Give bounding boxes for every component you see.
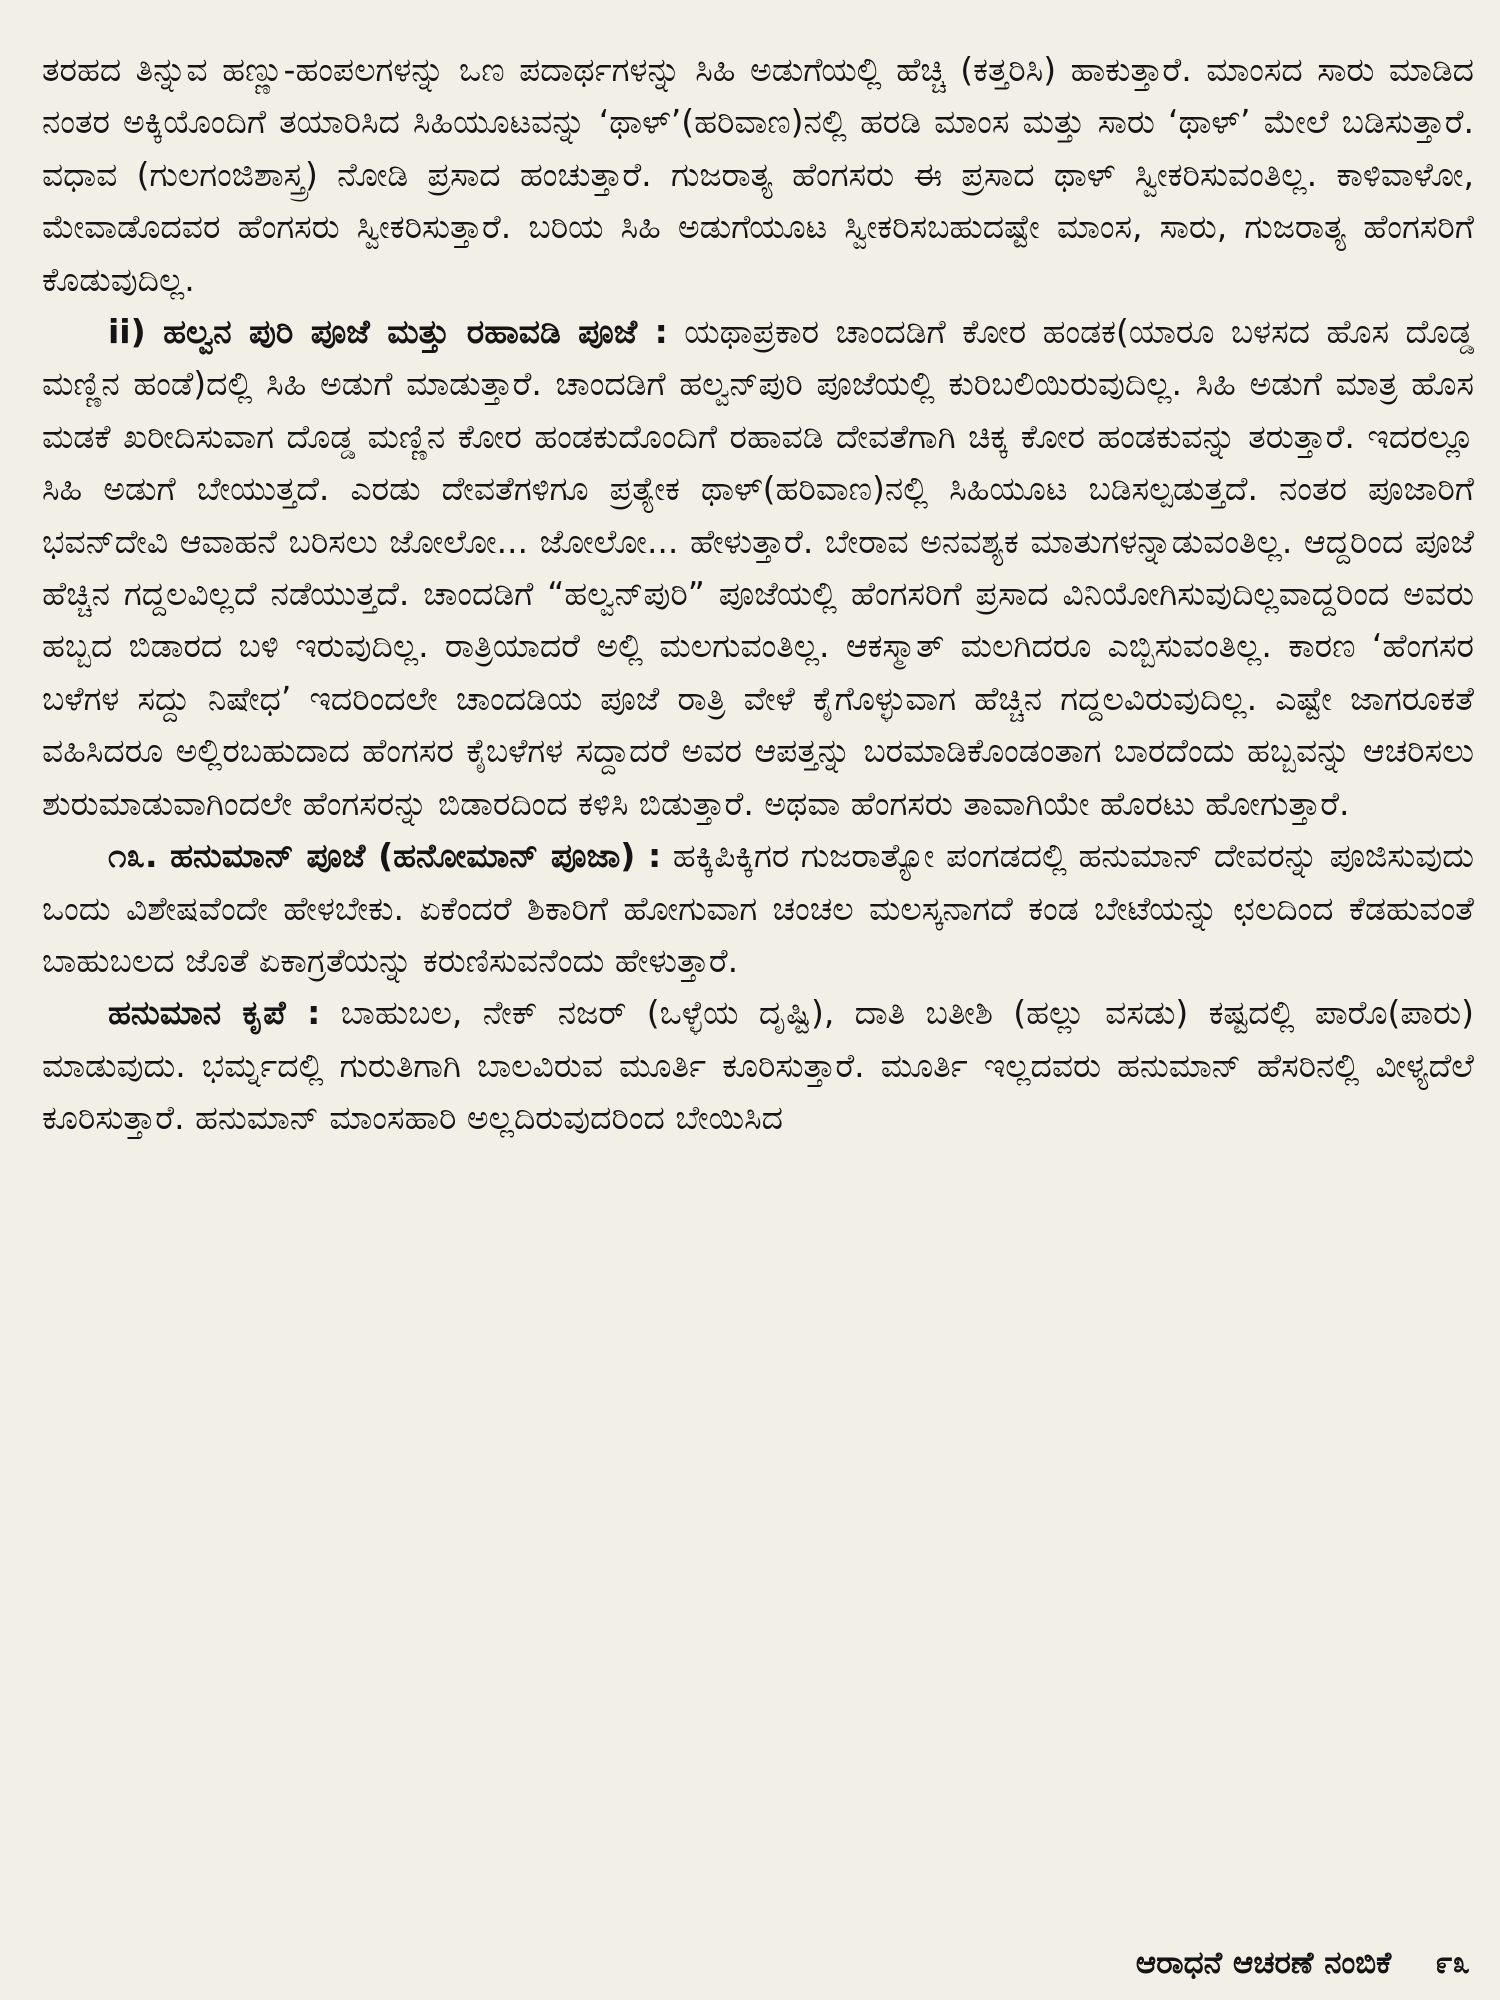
running-title: ಆರಾಧನೆ ಆಚರಣೆ ನಂಬಿಕೆ [1135, 1945, 1392, 1981]
page-footer [1136, 1945, 1470, 1982]
section-heading-hanuman-puje: ೧೩. ಹನುಮಾನ್ ಪೂಜೆ (ಹನೋಮಾನ್ ಪೂಜಾ) : [108, 836, 662, 876]
paragraph-3-text: ಹಕ್ಕಿಪಿಕ್ಕಿಗರ ಗುಜರಾತ್ಯೋ ಪಂಗಡದಲ್ಲಿ ಹನುಮಾನ್ ದೇವರನ್ನು ಪೂಜಿಸುವುದು ಒಂದು ವಿಶೇಷವೆಂದೇ ಹೇಳಬೇಕು. ಏಕೆಂದರೆ ಶಿಕಾರಿಗೆ ಹೋಗುವಾಗ ಚಂಚಲ ಮಲಸ್ಕನಾಗದೆ ಕಂಡ ಬೇಟೆಯನ್ನು ಛಲದಿಂದ ಕೆಡಹುವಂತೆ ಬಾಹುಬಲದ ಜೊತೆ ಏಕಾಗ್ರತೆಯನ್ನು ಕರುಣಿಸುವನೆಂದು ಹೇಳುತ್ತಾರೆ. [42, 836, 1475, 980]
section-heading-halvana-puri: ii) ಹಲ್ವನ ಪುರಿ ಪೂಜೆ ಮತ್ತು ರಹಾವಡಿ ಪೂಜೆ : [108, 312, 668, 352]
paragraph-2-text: ಯಥಾಪ್ರಕಾರ ಚಾಂದಡಿಗೆ ಕೋರ ಹಂಡಕ(ಯಾರೂ ಬಳಸದ ಹೊಸ ದೊಡ್ಡ ಮಣ್ಣಿನ ಹಂಡೆ)ದಲ್ಲಿ ಸಿಹಿ ಅಡುಗೆ ಮಾಡುತ್ತಾರೆ. ಚಾಂದಡಿಗೆ ಹಲ್ವನ್‌ಪುರಿ ಪೂಜೆಯಲ್ಲಿ ಕುರಿಬಲಿಯಿರುವುದಿಲ್ಲ. ಸಿಹಿ ಅಡುಗೆ ಮಾತ್ರ ಹೊಸ ಮಡಕೆ ಖರೀದಿಸುವಾಗ ದೊಡ್ಡ ಮಣ್ಣಿನ ಕೋರ ಹಂಡಕುದೊಂದಿಗೆ ರಹಾವಡಿ ದೇವತೆಗಾಗಿ ಚಿಕ್ಕ ಕೋರ ಹಂಡಕುವನ್ನು ತರುತ್ತಾರೆ. ಇದರಲ್ಲೂ ಸಿಹಿ ಅಡುಗೆ ಬೇಯುತ್ತದೆ. ಎರಡು ದೇವತೆಗಳಿಗೂ ಪ್ರತ್ಯೇಕ ಥಾಳ್(ಹರಿವಾಣ)ನಲ್ಲಿ ಸಿಹಿಯೂಟ ಬಡಿಸಲ್ಪಡುತ್ತದೆ. ನಂತರ ಪೂಜಾರಿಗೆ ಭವನ್‌ದೇವಿ ಆವಾಹನೆ ಬರಿಸಲು ಜೋಲೋ... ಜೋಲೋ... ಹೇಳುತ್ತಾರೆ. ಬೇರಾವ ಅನವಶ್ಯಕ ಮಾತುಗಳನ್ನಾಡುವಂತಿಲ್ಲ. ಆದ್ದರಿಂದ ಪೂಜೆ ಹೆಚ್ಚಿನ ಗದ್ದಲವಿಲ್ಲದೆ ನಡೆಯುತ್ತದೆ. ಚಾಂದಡಿಗೆ “ಹಲ್ವನ್‌ಪುರಿ” ಪೂಜೆಯಲ್ಲಿ ಹೆಂಗಸರಿಗೆ ಪ್ರಸಾದ ವಿನಿಯೋಗಿಸುವುದಿಲ್ಲವಾದ್ದರಿಂದ ಅವರು ಹಬ್ಬದ ಬಿಡಾರದ ಬಳಿ ಇರುವುದಿಲ್ಲ. ರಾತ್ರಿಯಾದರೆ ಅಲ್ಲಿ ಮಲಗುವಂತಿಲ್ಲ. ಆಕಸ್ಮಾತ್ ಮಲಗಿದರೂ ಎಬ್ಬಿಸುವಂತಿಲ್ಲ. ಕಾರಣ ‘ಹೆಂಗಸರ ಬಳೆಗಳ ಸದ್ದು ನಿಷೇಧ’ ಇದರಿಂದಲೇ ಚಾಂದಡಿಯ ಪೂಜೆ ರಾತ್ರಿ ವೇಳೆ ಕೈಗೊಳ್ಳುವಾಗ ಹೆಚ್ಚಿನ ಗದ್ದಲವಿರುವುದಿಲ್ಲ. ಎಷ್ಟೇ ಜಾಗರೂಕತೆ ವಹಿಸಿದರೂ ಅಲ್ಲಿರಬಹುದಾದ ಹೆಂಗಸರ ಕೈಬಳೆಗಳ ಸದ್ದಾದರೆ ಅವರ ಆಪತ್ತನ್ನು ಬರಮಾಡಿಕೊಂಡಂತಾಗ ಬಾರದೆಂದು ಹಬ್ಬವನ್ನು ಆಚರಿಸಲು ಶುರುಮಾಡುವಾಗಿಂದಲೇ ಹೆಂಗಸರನ್ನು ಬಿಡಾರದಿಂದ ಕಳಿಸಿ ಬಿಡುತ್ತಾರೆ. ಅಥವಾ ಹೆಂಗಸರು ತಾವಾಗಿಯೇ ಹೊರಟು ಹೋಗುತ್ತಾರೆ. [42, 312, 1474, 823]
page-number: ೯೩ [1435, 1945, 1470, 1981]
paragraph-4 [42, 987, 1474, 1144]
paragraph-4-text: ಬಾಹುಬಲ, ನೇಕ್ ನಜರ್ (ಒಳ್ಳೆಯ ದೃಷ್ಟಿ), ದಾತಿ ಬತೀಶಿ (ಹಲ್ಲು ವಸಡು) ಕಷ್ಟದಲ್ಲಿ ಪಾರೊ(ಪಾರು) ಮಾಡುವುದು. ಭರ್ಮ್ನದಲ್ಲಿ ಗುರುತಿಗಾಗಿ ಬಾಲವಿರುವ ಮೂರ್ತಿ ಕೂರಿಸುತ್ತಾರೆ. ಮೂರ್ತಿ ಇಲ್ಲದವರು ಹನುಮಾನ್ ಹೆಸರಿನಲ್ಲಿ ವೀಳ್ಯದೆಲೆ ಕೂರಿಸುತ್ತಾರೆ. ಹನುಮಾನ್ ಮಾಂಸಹಾರಿ ಅಲ್ಲದಿರುವುದರಿಂದ ಬೇಯಿಸಿದ [42, 993, 1474, 1138]
paragraph-3 [42, 830, 1474, 987]
page-body [42, 44, 1474, 1145]
paragraph-1 [42, 44, 1474, 306]
paragraph-1-text: ತರಹದ ತಿನ್ನುವ ಹಣ್ಣು-ಹಂಪಲಗಳನ್ನು ಒಣ ಪದಾರ್ಥಗಳನ್ನು ಸಿಹಿ ಅಡುಗೆಯಲ್ಲಿ ಹೆಚ್ಚಿ (ಕತ್ತರಿಸಿ) ಹಾಕುತ್ತಾರೆ. ಮಾಂಸದ ಸಾರು ಮಾಡಿದ ನಂತರ ಅಕ್ಕಿಯೊಂದಿಗೆ ತಯಾರಿಸಿದ ಸಿಹಿಯೂಟವನ್ನು ‘ಥಾಳ್’(ಹರಿವಾಣ)ನಲ್ಲಿ ಹರಡಿ ಮಾಂಸ ಮತ್ತು ಸಾರು ‘ಥಾಳ್’ ಮೇಲೆ ಬಡಿಸುತ್ತಾರೆ. ವಧಾವ (ಗುಲಗಂಜಿಶಾಸ್ತ್ರ) ನೋಡಿ ಪ್ರಸಾದ ಹಂಚುತ್ತಾರೆ. ಗುಜರಾತ್ಯ ಹೆಂಗಸರು ಈ ಪ್ರಸಾದ ಥಾಳ್ ಸ್ವೀಕರಿಸುವಂತಿಲ್ಲ. ಕಾಳಿವಾಳೋ, ಮೇವಾಡೊದವರ ಹೆಂಗಸರು ಸ್ವೀಕರಿಸುತ್ತಾರೆ. ಬರಿಯ ಸಿಹಿ ಅಡುಗೆಯೂಟ ಸ್ವೀಕರಿಸಬಹುದಷ್ಟೇ ಮಾಂಸ, ಸಾರು, ಗುಜರಾತ್ಯ ಹೆಂಗಸರಿಗೆ ಕೊಡುವುದಿಲ್ಲ. [42, 50, 1474, 299]
paragraph-2 [42, 306, 1474, 830]
section-heading-hanumana-krupe: ಹನುಮಾನ ಕೃಪೆ : [108, 993, 321, 1033]
